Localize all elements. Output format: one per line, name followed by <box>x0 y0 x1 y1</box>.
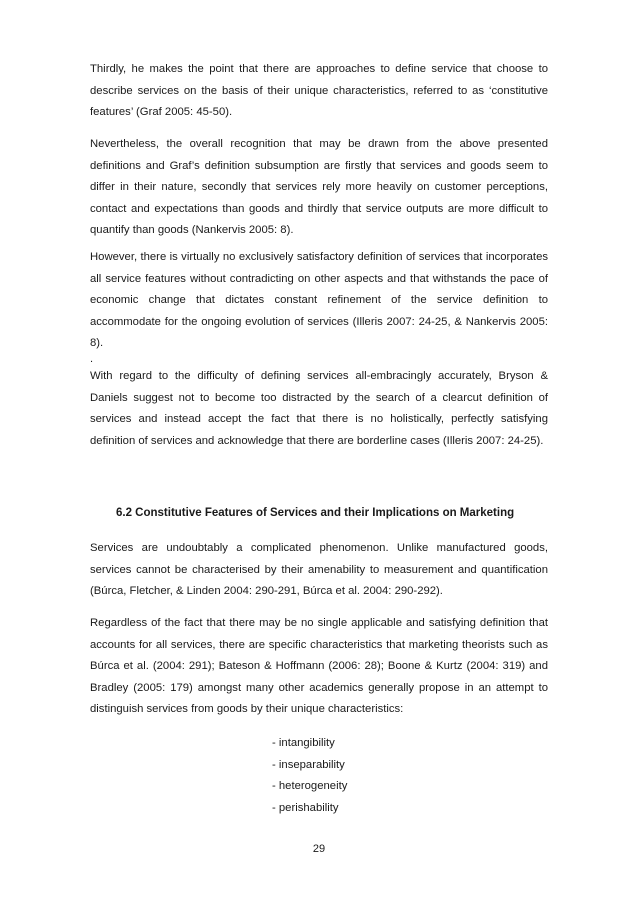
paragraph-bryson-daniels: With regard to the difficulty of defining services all-embracingly accurately, Bryson & Daniels suggest not to become too distracted by the search of a clearcut definition of services and instead accept the fact that there is no holistically, perfectly satisfying definition of services and acknowledge that there are borderline cases (Illeris 2007: 24-25). <box>90 370 548 447</box>
list-item: - perishability <box>272 801 339 814</box>
list-item: - intangibility <box>272 737 335 749</box>
paragraph-overall-recognition: Nevertheless, the overall recognition that may be drawn from the above presented definitions and Graf’s definition subsumption are firstly that services and goods seem to differ in their nature, secondly that services rely more heavily on customer perceptions, contact and expectations than goods and thirdly that service outputs are more difficult to quantify than goods (Nankervis 2005: 8). <box>90 138 548 236</box>
paragraph-specific-characteristics: Regardless of the fact that there may be no single applicable and satisfying definition that accounts for all services, there are specific characteristics that marketing theorists such as Búrca et al. (2004: 291); Bateson & Hoffmann (2006: 28); Boone & Kurtz (2004: 319) and Bradley (2005: 179) amongst many other academics generally propose in an attempt to distinguish services from goods by their unique characteristics: <box>90 617 548 715</box>
list-item: - heterogeneity <box>272 780 348 792</box>
page-number: 29 <box>312 843 326 855</box>
paragraph-no-satisfactory-definition: However, there is virtually no exclusively satisfactory definition of services that incorporates all service features without contradicting on other aspects and that withstands the pace of economic change that dictates constant refinement of the service definition to accommodate for the ongoing evolution of services (Illeris 2007: 24-25, & Nankervis 2005: 8). <box>90 251 548 349</box>
characteristics-list <box>272 733 347 819</box>
paragraph-complicated-phenomenon: Services are undoubtably a complicated phenomenon. Unlike manufactured goods, services cannot be characterised by their amenability to measurement and quantification (Búrca, Fletcher, & Linden 2004: 290-291, Búrca et al. 2004: 290-292). <box>90 542 548 597</box>
paragraph-graf-approaches: Thirdly, he makes the point that there are approaches to define service that choose to describe services on the basis of their unique characteristics, referred to as ‘constitutive features’ (Graf 2005: 45-50). <box>90 63 548 118</box>
stray-dot: . <box>90 353 94 365</box>
list-item: - inseparability <box>272 758 345 771</box>
section-heading: 6.2 Constitutive Features of Services and their Implications on Marketing <box>116 507 515 519</box>
